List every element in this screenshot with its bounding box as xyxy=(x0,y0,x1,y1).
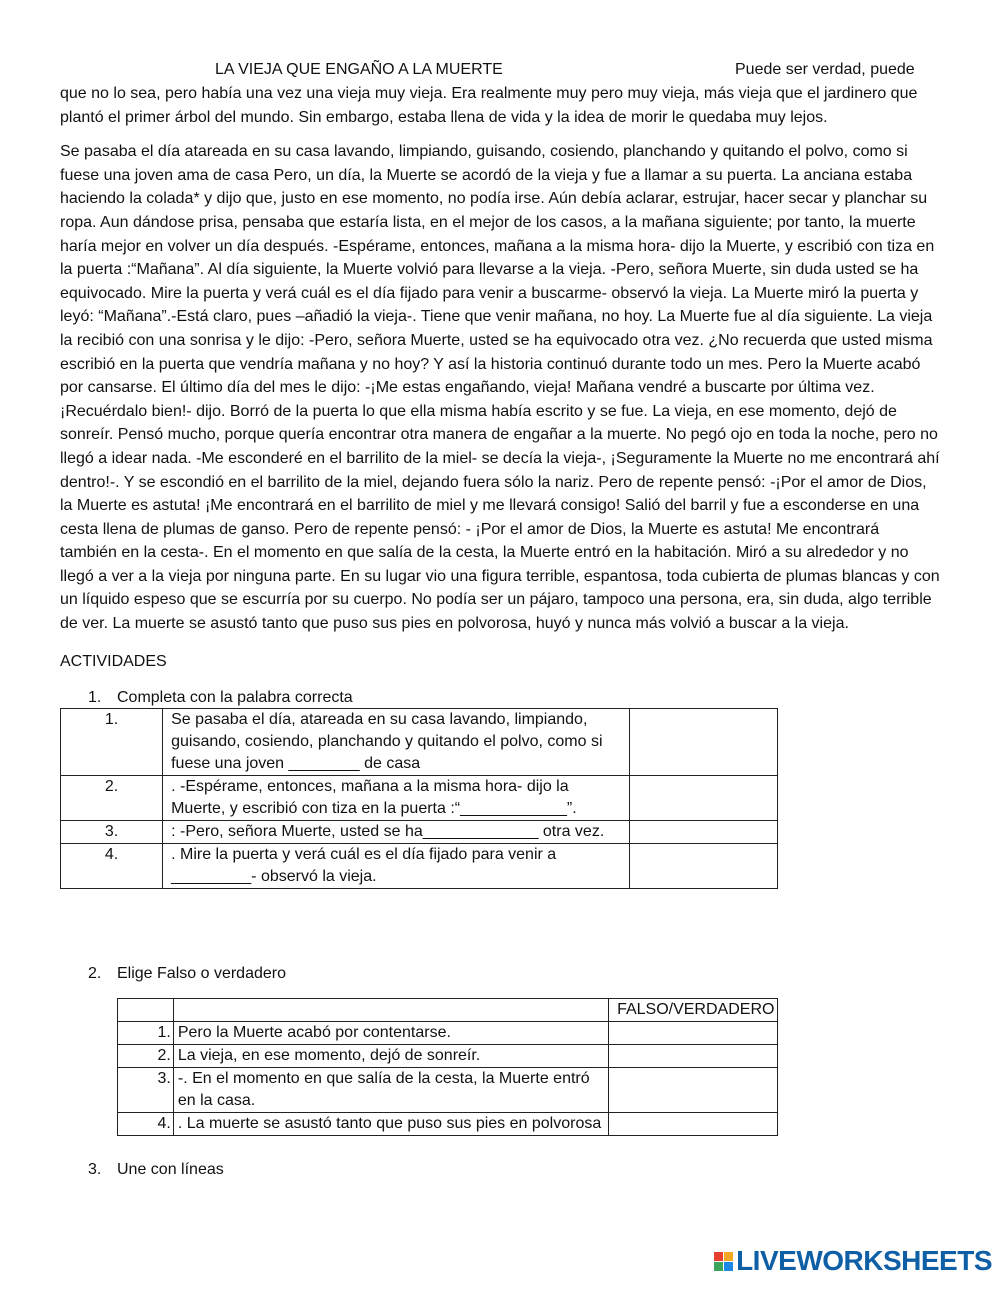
row-number: 4. xyxy=(61,843,163,888)
question-1-heading xyxy=(60,686,940,708)
row-number: 3. xyxy=(61,820,163,843)
question-2-instruction: Elige Falso o verdadero xyxy=(117,964,286,982)
question-2-heading xyxy=(60,962,940,986)
table-row xyxy=(61,708,778,775)
answer-cell[interactable] xyxy=(630,820,778,843)
answer-cell[interactable] xyxy=(609,1112,778,1135)
story-paragraph-2: Se pasaba el día atareada en su casa lavando, limpiando, guisando, cosiendo, planchando y quitando el polvo, como si fuese una joven ama de casa Pero, un día, la Muerte se acordó de la vieja y fue a llamar a su puerta. La anciana estaba haciendo la colada* y dijo que, justo en ese momento, no podía irse. Aún debía aclarar, estrujar, hacer secar y planchar su ropa. Aun dándose prisa, pensaba que estaría lista, en el mejor de los casos, a la mañana siguiente; por tanto, la muerte haría mejor en volver un día después. -Espérame, entonces, mañana a la misma hora- dijo la Muerte, y escribió con tiza en la puerta :“Mañana”. Al día siguiente, la Muerte volvió para llevarse a la vieja. -Pero, señora Muerte, sin duda usted se ha equivocado. Mire la puerta y verá cuál es el día fijado para venir a buscarme- observó la vieja. La Muerte miró la puerta y leyó: “Mañana”.-Está claro, pues –añadió la vieja-. Tiene que venir mañana, no hoy. La Muerte fue al día siguiente. La vieja la recibió con una sonrisa y le dijo: -Pero, señora Muerte, usted se ha equivocado otra vez. ¿No recuerda que usted misma escribió en la puerta que vendría mañana y no hoy? Y así la historia continuó durante todo un mes. Pero la Muerte acabó por cansarse. El último día del mes le dijo: -¡Me estas engañando, vieja! Mañana vendré a buscarte por última vez. ¡Recuérdalo bien!- dijo. Borró de la puerta lo que ella misma había escrito y se fue. La vieja, en ese momento, dejó de sonreír. Pensó mucho, porque quería encontrar otra manera de engañar a la muerte. No pegó ojo en toda la noche, pero no llegó a idear nada. -Me esconderé en el barrilito de la miel- se decía la vieja-, ¡Seguramente la Muerte no me encontrará ahí dentro!-. Y se escondió en el barrilito de la miel, dejando fuera sólo la nariz. Pero de repente pensó: -¡Por el amor de Dios, la Muerte es astuta! ¡Me encontrará en el barrilito de miel y me llevará consigo! Salió del barril y fue a esconderse en una cesta llena de plumas de ganso. Pero de repente pensó: - ¡Por el amor de Dios, la Muerte es astuta! Me encontrará también en la cesta-. En el momento en que salía de la cesta, la Muerte entró en la habitación. Miró a su alrededor y no llegó a ver a la vieja por ninguna parte. En su lugar vio una figura terrible, espantosa, toda cubierta de plumas blancas y con un líquido espeso que se escurría por su cuerpo. No podía ser un pájaro, tampoco una persona, era, sin duda, algo terrible de ver. La muerte se asustó tanto que puso sus pies en polvorosa, huyó y nunca más volvió a buscar a la vieja. xyxy=(60,143,940,633)
row-number: 4. xyxy=(118,1112,174,1135)
fill-in-table xyxy=(60,708,778,889)
table-row xyxy=(118,1021,778,1044)
question-2-number: 2. xyxy=(88,964,102,982)
answer-cell[interactable] xyxy=(630,708,778,775)
question-3-instruction: Une con líneas xyxy=(117,1160,224,1178)
story-title: LA VIEJA QUE ENGAÑO A LA MUERTE xyxy=(215,61,503,78)
row-number: 2. xyxy=(118,1044,174,1067)
table-row xyxy=(61,820,778,843)
logo-square xyxy=(714,1252,723,1261)
column-header: FALSO/VERDADERO xyxy=(609,998,778,1021)
answer-cell[interactable] xyxy=(609,1021,778,1044)
activities-heading: ACTIVIDADES xyxy=(60,652,167,670)
answer-cell[interactable] xyxy=(630,775,778,820)
row-statement: La vieja, en ese momento, dejó de sonreír. xyxy=(173,1044,608,1067)
row-statement: Pero la Muerte acabó por contentarse. xyxy=(173,1021,608,1044)
story-paragraph-1: que no lo sea, pero había una vez una vieja muy vieja. Era realmente muy pero muy vieja, más vieja que el jardinero que plantó el primer árbol del mundo. Sin embargo, estaba llena de vida y la idea de morir le quedaba muy lejos. xyxy=(60,85,918,126)
logo-text: LIVEWORKSHEETS xyxy=(736,1245,992,1276)
question-1-number: 1. xyxy=(88,688,102,706)
row-sentence: . Mire la puerta y verá cuál es el día fijado para venir a _________- observó la vieja. xyxy=(163,843,630,888)
row-statement: -. En el momento en que salía de la cesta, la Muerte entró en la casa. xyxy=(173,1067,608,1112)
true-false-table xyxy=(117,998,778,1136)
worksheet-page xyxy=(60,58,940,1182)
table-row xyxy=(118,1067,778,1112)
question-1-instruction: Completa con la palabra correcta xyxy=(117,688,353,706)
row-number: 3. xyxy=(118,1067,174,1112)
question-3-number: 3. xyxy=(88,1160,102,1178)
answer-cell[interactable] xyxy=(609,1067,778,1112)
question-3-heading xyxy=(60,1158,940,1182)
table-header-row xyxy=(118,998,778,1021)
logo-square xyxy=(714,1262,723,1271)
logo-square xyxy=(724,1262,733,1271)
row-statement: . La muerte se asustó tanto que puso sus pies en polvorosa xyxy=(173,1112,608,1135)
row-number: 1. xyxy=(118,1021,174,1044)
row-number: 2. xyxy=(61,775,163,820)
table-row xyxy=(61,843,778,888)
table-row xyxy=(118,1112,778,1135)
title-line xyxy=(60,58,940,82)
table-row xyxy=(118,1044,778,1067)
logo-square xyxy=(724,1252,733,1261)
logo-mark-icon xyxy=(714,1252,733,1271)
answer-cell[interactable] xyxy=(609,1044,778,1067)
answer-cell[interactable] xyxy=(630,843,778,888)
row-sentence: Se pasaba el día, atareada en su casa lavando, limpiando, guisando, cosiendo, planchando y quitando el polvo, como si fuese una joven ________ de casa xyxy=(163,708,630,775)
table-row xyxy=(61,775,778,820)
row-sentence: : -Pero, señora Muerte, usted se ha_____________ otra vez. xyxy=(163,820,630,843)
row-sentence: . -Espérame, entonces, mañana a la misma hora- dijo la Muerte, y escribió con tiza en la puerta :“____________”. xyxy=(163,775,630,820)
liveworksheets-logo xyxy=(714,1245,992,1277)
row-number: 1. xyxy=(61,708,163,775)
intro-start-text: Puede ser verdad, puede xyxy=(735,61,915,78)
